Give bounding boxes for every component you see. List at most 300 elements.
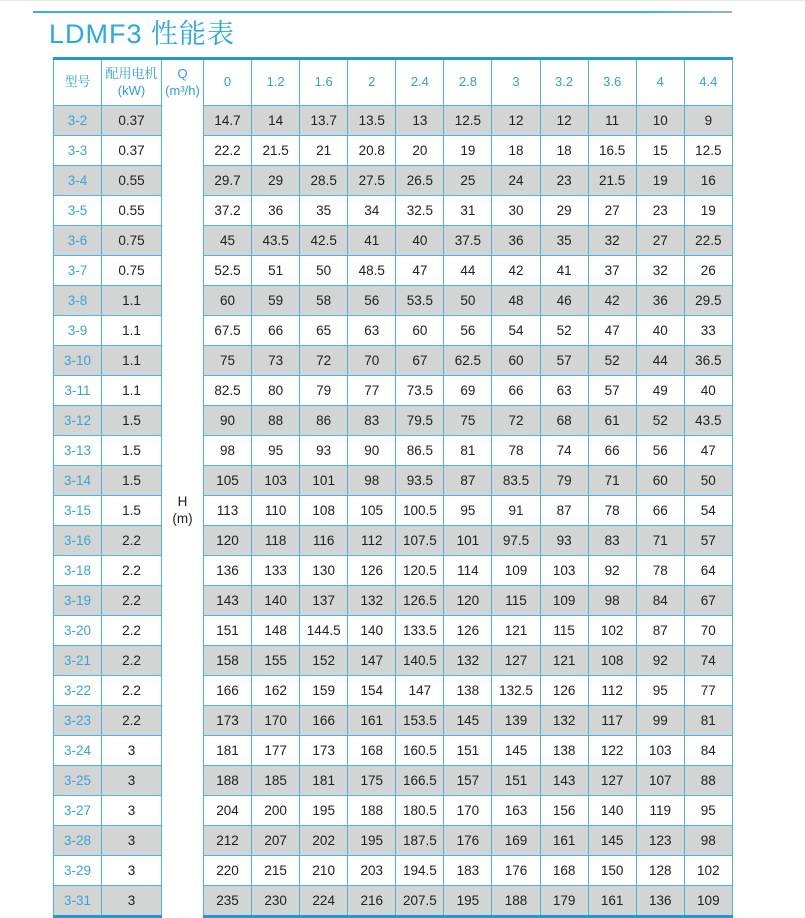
head-value-cell: 67.5 xyxy=(204,316,252,346)
table-row xyxy=(54,106,733,136)
head-value-cell: 108 xyxy=(588,646,636,676)
head-value-cell: 103 xyxy=(636,736,684,766)
model-cell: 3-9 xyxy=(54,316,102,346)
head-value-cell: 23 xyxy=(540,166,588,196)
motor-kw-cell: 3 xyxy=(102,766,162,796)
head-value-cell: 60 xyxy=(204,286,252,316)
head-value-cell: 59 xyxy=(252,286,300,316)
head-value-cell: 195 xyxy=(444,886,492,917)
head-value-cell: 95 xyxy=(636,676,684,706)
head-value-cell: 113 xyxy=(204,496,252,526)
flow-rate-header: 0 xyxy=(204,59,252,106)
head-value-cell: 155 xyxy=(252,646,300,676)
page-title: LDMF3 性能表 xyxy=(49,19,236,49)
head-value-cell: 54 xyxy=(492,316,540,346)
head-value-cell: 126 xyxy=(540,676,588,706)
table-row xyxy=(54,376,733,406)
head-value-cell: 176 xyxy=(444,826,492,856)
head-value-cell: 72 xyxy=(300,346,348,376)
head-value-cell: 132 xyxy=(444,646,492,676)
head-value-cell: 57 xyxy=(684,526,732,556)
head-value-cell: 52 xyxy=(588,346,636,376)
motor-kw-cell: 2.2 xyxy=(102,556,162,586)
head-value-cell: 36 xyxy=(252,196,300,226)
head-value-cell: 216 xyxy=(348,886,396,917)
model-cell: 3-27 xyxy=(54,796,102,826)
head-value-cell: 160.5 xyxy=(396,736,444,766)
head-value-cell: 43.5 xyxy=(684,406,732,436)
head-value-cell: 18 xyxy=(540,136,588,166)
motor-kw-cell: 0.37 xyxy=(102,136,162,166)
model-cell: 3-15 xyxy=(54,496,102,526)
table-row xyxy=(54,466,733,496)
head-value-cell: 140 xyxy=(252,586,300,616)
table-row xyxy=(54,406,733,436)
table-body xyxy=(54,106,733,917)
head-value-cell: 98 xyxy=(204,436,252,466)
head-value-cell: 126 xyxy=(348,556,396,586)
head-value-cell: 170 xyxy=(444,796,492,826)
head-value-cell: 19 xyxy=(636,166,684,196)
motor-header-line1: 配用电机 xyxy=(105,65,158,81)
head-value-cell: 126.5 xyxy=(396,586,444,616)
head-value-cell: 45 xyxy=(204,226,252,256)
head-value-cell: 200 xyxy=(252,796,300,826)
table-row xyxy=(54,526,733,556)
head-value-cell: 105 xyxy=(204,466,252,496)
head-value-cell: 50 xyxy=(300,256,348,286)
head-value-cell: 204 xyxy=(204,796,252,826)
head-value-cell: 168 xyxy=(540,856,588,886)
head-value-cell: 70 xyxy=(684,616,732,646)
motor-kw-cell: 1.1 xyxy=(102,376,162,406)
head-value-cell: 78 xyxy=(492,436,540,466)
model-cell: 3-16 xyxy=(54,526,102,556)
head-value-cell: 98 xyxy=(684,826,732,856)
model-cell: 3-14 xyxy=(54,466,102,496)
head-value-cell: 100.5 xyxy=(396,496,444,526)
head-value-cell: 47 xyxy=(588,316,636,346)
head-value-cell: 9 xyxy=(684,106,732,136)
head-value-cell: 19 xyxy=(444,136,492,166)
table-row xyxy=(54,796,733,826)
head-value-cell: 56 xyxy=(636,436,684,466)
head-value-cell: 151 xyxy=(204,616,252,646)
table-row xyxy=(54,856,733,886)
flow-rate-header: 4 xyxy=(636,59,684,106)
head-value-cell: 159 xyxy=(300,676,348,706)
head-value-cell: 138 xyxy=(540,736,588,766)
head-value-cell: 115 xyxy=(540,616,588,646)
head-value-cell: 83.5 xyxy=(492,466,540,496)
head-value-cell: 97.5 xyxy=(492,526,540,556)
table-row xyxy=(54,736,733,766)
head-value-cell: 162 xyxy=(252,676,300,706)
head-value-cell: 84 xyxy=(684,736,732,766)
head-value-cell: 173 xyxy=(204,706,252,736)
head-value-cell: 161 xyxy=(348,706,396,736)
table-row xyxy=(54,166,733,196)
head-value-cell: 16 xyxy=(684,166,732,196)
head-value-cell: 120 xyxy=(204,526,252,556)
head-value-cell: 46 xyxy=(540,286,588,316)
head-value-cell: 140 xyxy=(588,796,636,826)
head-value-cell: 145 xyxy=(588,826,636,856)
head-value-cell: 32 xyxy=(636,256,684,286)
head-value-cell: 37.2 xyxy=(204,196,252,226)
head-value-cell: 166 xyxy=(300,706,348,736)
head-value-cell: 118 xyxy=(252,526,300,556)
head-value-cell: 173 xyxy=(300,736,348,766)
table-header-row xyxy=(54,59,733,106)
head-value-cell: 130 xyxy=(300,556,348,586)
head-value-cell: 77 xyxy=(348,376,396,406)
head-value-cell: 128 xyxy=(636,856,684,886)
flow-rate-header: 2.8 xyxy=(444,59,492,106)
q-header-line1: Q xyxy=(177,65,188,81)
flow-rate-header: 1.2 xyxy=(252,59,300,106)
motor-header-line2: (kW) xyxy=(117,82,146,98)
head-value-cell: 35 xyxy=(300,196,348,226)
page-top-hairline xyxy=(0,0,805,1)
model-cell: 3-2 xyxy=(54,106,102,136)
head-value-cell: 153.5 xyxy=(396,706,444,736)
head-value-cell: 121 xyxy=(492,616,540,646)
head-value-cell: 95 xyxy=(252,436,300,466)
head-value-cell: 12.5 xyxy=(684,136,732,166)
head-value-cell: 73.5 xyxy=(396,376,444,406)
head-value-cell: 34 xyxy=(348,196,396,226)
head-value-cell: 43.5 xyxy=(252,226,300,256)
head-value-cell: 79 xyxy=(540,466,588,496)
head-value-cell: 203 xyxy=(348,856,396,886)
head-value-cell: 79.5 xyxy=(396,406,444,436)
head-unit-line2: (m) xyxy=(172,511,193,526)
motor-kw-cell: 2.2 xyxy=(102,706,162,736)
model-cell: 3-22 xyxy=(54,676,102,706)
head-value-cell: 92 xyxy=(588,556,636,586)
head-value-cell: 112 xyxy=(348,526,396,556)
head-value-cell: 37.5 xyxy=(444,226,492,256)
head-value-cell: 138 xyxy=(444,676,492,706)
table-row xyxy=(54,616,733,646)
head-value-cell: 157 xyxy=(444,766,492,796)
head-value-cell: 140.5 xyxy=(396,646,444,676)
head-value-cell: 80 xyxy=(252,376,300,406)
head-value-cell: 147 xyxy=(348,646,396,676)
flow-q-column-header xyxy=(162,59,204,106)
head-value-cell: 121 xyxy=(540,646,588,676)
head-value-cell: 36.5 xyxy=(684,346,732,376)
flow-rate-header: 1.6 xyxy=(300,59,348,106)
head-value-cell: 194.5 xyxy=(396,856,444,886)
head-value-cell: 151 xyxy=(492,766,540,796)
model-cell: 3-13 xyxy=(54,436,102,466)
head-value-cell: 56 xyxy=(348,286,396,316)
head-value-cell: 163 xyxy=(492,796,540,826)
head-value-cell: 105 xyxy=(348,496,396,526)
head-value-cell: 152 xyxy=(300,646,348,676)
table-row xyxy=(54,316,733,346)
head-value-cell: 136 xyxy=(636,886,684,917)
table-row xyxy=(54,586,733,616)
head-value-cell: 123 xyxy=(636,826,684,856)
table-row xyxy=(54,196,733,226)
head-value-cell: 212 xyxy=(204,826,252,856)
motor-kw-cell: 0.55 xyxy=(102,196,162,226)
head-value-cell: 60 xyxy=(492,346,540,376)
motor-kw-cell: 3 xyxy=(102,796,162,826)
head-value-cell: 41 xyxy=(348,226,396,256)
head-value-cell: 47 xyxy=(684,436,732,466)
head-value-cell: 107.5 xyxy=(396,526,444,556)
head-value-cell: 15 xyxy=(636,136,684,166)
performance-table xyxy=(53,57,733,918)
head-value-cell: 48.5 xyxy=(348,256,396,286)
head-value-cell: 195 xyxy=(300,796,348,826)
head-value-cell: 31 xyxy=(444,196,492,226)
head-value-cell: 56 xyxy=(444,316,492,346)
head-value-cell: 65 xyxy=(300,316,348,346)
table-header xyxy=(54,59,733,106)
head-value-cell: 235 xyxy=(204,886,252,917)
flow-rate-header: 2 xyxy=(348,59,396,106)
head-value-cell: 103 xyxy=(252,466,300,496)
head-value-cell: 143 xyxy=(540,766,588,796)
head-value-cell: 115 xyxy=(492,586,540,616)
head-value-cell: 103 xyxy=(540,556,588,586)
head-value-cell: 64 xyxy=(684,556,732,586)
head-value-cell: 188 xyxy=(492,886,540,917)
head-value-cell: 95 xyxy=(684,796,732,826)
head-value-cell: 91 xyxy=(492,496,540,526)
motor-kw-cell: 1.5 xyxy=(102,496,162,526)
head-value-cell: 29 xyxy=(540,196,588,226)
motor-kw-cell: 1.5 xyxy=(102,466,162,496)
motor-kw-cell: 3 xyxy=(102,886,162,917)
motor-kw-cell: 1.5 xyxy=(102,436,162,466)
head-value-cell: 60 xyxy=(636,466,684,496)
head-value-cell: 36 xyxy=(492,226,540,256)
head-value-cell: 116 xyxy=(300,526,348,556)
head-value-cell: 120 xyxy=(444,586,492,616)
head-value-cell: 168 xyxy=(348,736,396,766)
head-value-cell: 52 xyxy=(540,316,588,346)
head-value-cell: 14 xyxy=(252,106,300,136)
head-value-cell: 27 xyxy=(636,226,684,256)
table-row xyxy=(54,226,733,256)
head-value-cell: 78 xyxy=(588,496,636,526)
head-value-cell: 144.5 xyxy=(300,616,348,646)
head-value-cell: 49 xyxy=(636,376,684,406)
head-value-cell: 75 xyxy=(444,406,492,436)
model-cell: 3-12 xyxy=(54,406,102,436)
head-value-cell: 202 xyxy=(300,826,348,856)
head-value-cell: 195 xyxy=(348,826,396,856)
head-value-cell: 68 xyxy=(540,406,588,436)
head-value-cell: 207.5 xyxy=(396,886,444,917)
head-value-cell: 181 xyxy=(300,766,348,796)
head-value-cell: 88 xyxy=(252,406,300,436)
head-value-cell: 88 xyxy=(684,766,732,796)
model-cell: 3-19 xyxy=(54,586,102,616)
head-value-cell: 210 xyxy=(300,856,348,886)
head-value-cell: 66 xyxy=(588,436,636,466)
head-value-cell: 133.5 xyxy=(396,616,444,646)
model-cell: 3-6 xyxy=(54,226,102,256)
head-value-cell: 230 xyxy=(252,886,300,917)
head-value-cell: 170 xyxy=(252,706,300,736)
head-value-cell: 26 xyxy=(684,256,732,286)
model-cell: 3-23 xyxy=(54,706,102,736)
head-value-cell: 83 xyxy=(348,406,396,436)
table-row xyxy=(54,556,733,586)
head-value-cell: 98 xyxy=(588,586,636,616)
head-value-cell: 109 xyxy=(684,886,732,917)
head-value-cell: 44 xyxy=(636,346,684,376)
head-value-cell: 137 xyxy=(300,586,348,616)
head-value-cell: 26.5 xyxy=(396,166,444,196)
head-value-cell: 42.5 xyxy=(300,226,348,256)
head-value-cell: 63 xyxy=(540,376,588,406)
head-value-cell: 132 xyxy=(348,586,396,616)
head-value-cell: 161 xyxy=(540,826,588,856)
head-value-cell: 67 xyxy=(684,586,732,616)
flow-rate-header: 3 xyxy=(492,59,540,106)
head-value-cell: 48 xyxy=(492,286,540,316)
head-value-cell: 93.5 xyxy=(396,466,444,496)
head-value-cell: 21 xyxy=(300,136,348,166)
head-value-cell: 50 xyxy=(684,466,732,496)
head-value-cell: 22.2 xyxy=(204,136,252,166)
table-row xyxy=(54,436,733,466)
head-value-cell: 133 xyxy=(252,556,300,586)
motor-kw-cell: 2.2 xyxy=(102,586,162,616)
head-value-cell: 145 xyxy=(444,706,492,736)
head-value-cell: 72 xyxy=(492,406,540,436)
head-value-cell: 58 xyxy=(300,286,348,316)
head-value-cell: 13.7 xyxy=(300,106,348,136)
head-value-cell: 93 xyxy=(540,526,588,556)
table-row xyxy=(54,136,733,166)
flow-rate-header: 3.6 xyxy=(588,59,636,106)
model-cell: 3-18 xyxy=(54,556,102,586)
head-value-cell: 127 xyxy=(492,646,540,676)
head-value-cell: 35 xyxy=(540,226,588,256)
head-value-cell: 52.5 xyxy=(204,256,252,286)
head-unit-line1: H xyxy=(177,494,188,510)
head-value-cell: 40 xyxy=(684,376,732,406)
head-value-cell: 61 xyxy=(588,406,636,436)
head-value-cell: 176 xyxy=(492,856,540,886)
head-value-cell: 140 xyxy=(348,616,396,646)
head-value-cell: 175 xyxy=(348,766,396,796)
model-cell: 3-7 xyxy=(54,256,102,286)
head-value-cell: 150 xyxy=(588,856,636,886)
head-value-cell: 166.5 xyxy=(396,766,444,796)
head-value-cell: 98 xyxy=(348,466,396,496)
head-value-cell: 169 xyxy=(492,826,540,856)
head-value-cell: 188 xyxy=(204,766,252,796)
model-cell: 3-10 xyxy=(54,346,102,376)
table-row xyxy=(54,706,733,736)
head-value-cell: 108 xyxy=(300,496,348,526)
head-value-cell: 25 xyxy=(444,166,492,196)
motor-kw-cell: 2.2 xyxy=(102,526,162,556)
head-value-cell: 183 xyxy=(444,856,492,886)
motor-kw-cell: 3 xyxy=(102,856,162,886)
head-value-cell: 112 xyxy=(588,676,636,706)
head-value-cell: 29.5 xyxy=(684,286,732,316)
head-value-cell: 188 xyxy=(348,796,396,826)
head-value-cell: 32 xyxy=(588,226,636,256)
head-value-cell: 158 xyxy=(204,646,252,676)
head-value-cell: 207 xyxy=(252,826,300,856)
head-value-cell: 77 xyxy=(684,676,732,706)
model-cell: 3-21 xyxy=(54,646,102,676)
head-value-cell: 136 xyxy=(204,556,252,586)
head-value-cell: 84 xyxy=(636,586,684,616)
motor-column-header xyxy=(102,59,162,106)
model-column-header: 型号 xyxy=(54,59,102,106)
head-value-cell: 20 xyxy=(396,136,444,166)
head-value-cell: 16.5 xyxy=(588,136,636,166)
table-row xyxy=(54,886,733,917)
head-value-cell: 179 xyxy=(540,886,588,917)
flow-rate-header: 2.4 xyxy=(396,59,444,106)
head-value-cell: 54 xyxy=(684,496,732,526)
head-value-cell: 181 xyxy=(204,736,252,766)
model-cell: 3-28 xyxy=(54,826,102,856)
head-value-cell: 127 xyxy=(588,766,636,796)
head-value-cell: 78 xyxy=(636,556,684,586)
head-value-cell: 32.5 xyxy=(396,196,444,226)
flow-rate-header: 4.4 xyxy=(684,59,732,106)
motor-kw-cell: 2.2 xyxy=(102,676,162,706)
head-value-cell: 132.5 xyxy=(492,676,540,706)
head-value-cell: 87 xyxy=(636,616,684,646)
head-value-cell: 52 xyxy=(636,406,684,436)
table-row xyxy=(54,646,733,676)
flow-rate-header: 3.2 xyxy=(540,59,588,106)
head-value-cell: 67 xyxy=(396,346,444,376)
head-value-cell: 143 xyxy=(204,586,252,616)
motor-kw-cell: 3 xyxy=(102,826,162,856)
head-value-cell: 13 xyxy=(396,106,444,136)
table-row xyxy=(54,346,733,376)
head-value-cell: 19 xyxy=(684,196,732,226)
motor-kw-cell: 0.75 xyxy=(102,226,162,256)
head-value-cell: 27 xyxy=(588,196,636,226)
head-value-cell: 147 xyxy=(396,676,444,706)
head-value-cell: 33 xyxy=(684,316,732,346)
head-value-cell: 57 xyxy=(540,346,588,376)
head-value-cell: 75 xyxy=(204,346,252,376)
head-value-cell: 22.5 xyxy=(684,226,732,256)
head-value-cell: 28.5 xyxy=(300,166,348,196)
head-value-cell: 66 xyxy=(492,376,540,406)
head-value-cell: 73 xyxy=(252,346,300,376)
model-cell: 3-5 xyxy=(54,196,102,226)
table-row xyxy=(54,676,733,706)
head-value-cell: 29.7 xyxy=(204,166,252,196)
head-value-cell: 29 xyxy=(252,166,300,196)
head-value-cell: 66 xyxy=(636,496,684,526)
head-value-cell: 13.5 xyxy=(348,106,396,136)
motor-kw-cell: 0.75 xyxy=(102,256,162,286)
head-value-cell: 79 xyxy=(300,376,348,406)
head-value-cell: 11 xyxy=(588,106,636,136)
